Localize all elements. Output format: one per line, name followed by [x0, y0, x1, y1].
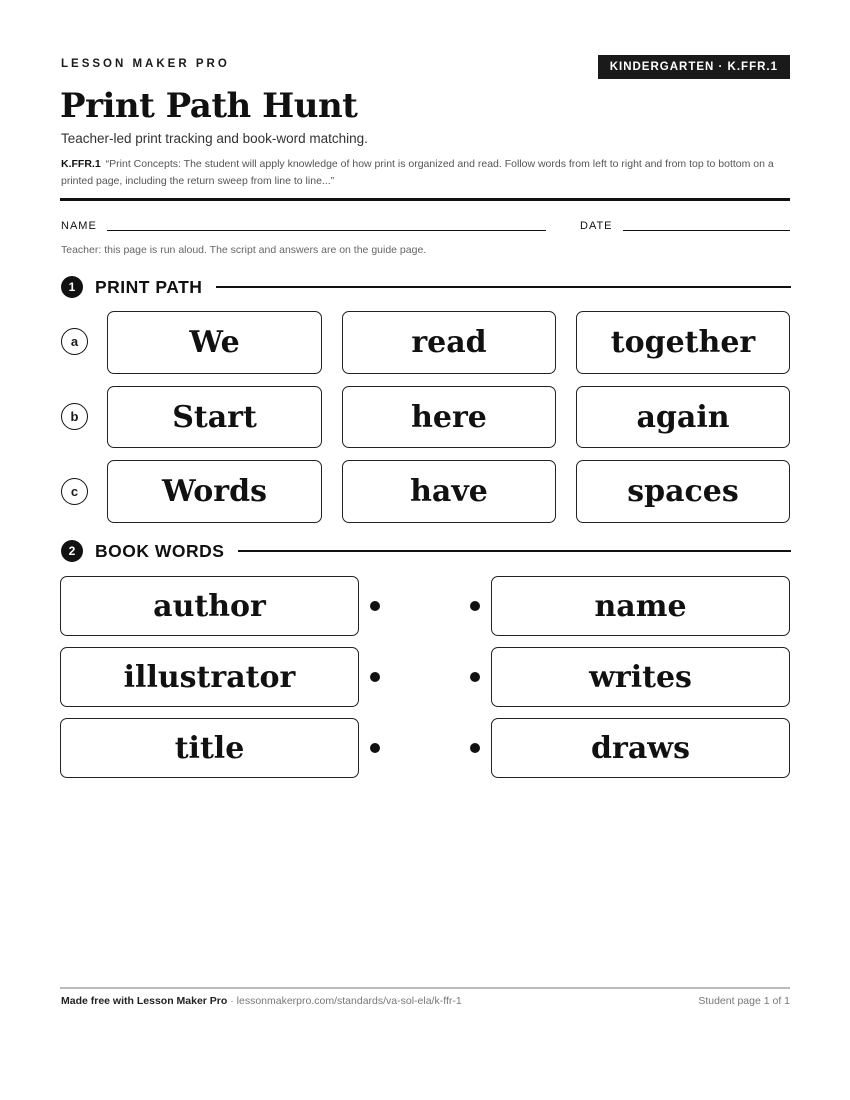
section-number: 1 — [61, 276, 83, 298]
match-left-box[interactable]: author — [60, 576, 359, 636]
match-left-dot[interactable] — [370, 743, 380, 753]
section-print-path-header — [61, 276, 791, 298]
footer-made: Made free with Lesson Maker Pro — [61, 995, 228, 1007]
footer-credit — [61, 995, 462, 1007]
standard-code: K.FFR.1 — [61, 158, 101, 170]
word-box[interactable]: Start — [107, 386, 322, 448]
page-title: Print Path Hunt — [60, 86, 358, 126]
date-label: DATE — [580, 220, 613, 232]
standard-description — [61, 156, 791, 190]
word-box[interactable]: have — [342, 460, 556, 523]
match-right-dot[interactable] — [470, 743, 480, 753]
section-title: PRINT PATH — [95, 276, 203, 297]
word-box[interactable]: Words — [107, 460, 322, 523]
brand-name: LESSON MAKER PRO — [61, 58, 230, 70]
section-divider — [216, 286, 791, 288]
row-letter-c: c — [61, 478, 88, 505]
word-box[interactable]: read — [342, 311, 556, 374]
section-title: BOOK WORDS — [95, 540, 225, 561]
match-left-dot[interactable] — [370, 672, 380, 682]
word-box[interactable]: spaces — [576, 460, 790, 523]
section-book-words-header — [61, 540, 791, 562]
row-letter-a: a — [61, 328, 88, 355]
footer-divider — [60, 987, 790, 989]
match-right-box[interactable]: name — [491, 576, 790, 636]
name-field[interactable] — [107, 230, 546, 231]
date-field[interactable] — [623, 230, 790, 231]
footer-url[interactable]: · lessonmakerpro.com/standards/va-sol-ela/k-ffr-1 — [227, 995, 462, 1007]
match-right-dot[interactable] — [470, 672, 480, 682]
grade-badge: KINDERGARTEN · K.FFR.1 — [598, 55, 790, 79]
page-subtitle: Teacher-led print tracking and book-word matching. — [61, 131, 368, 146]
name-label: NAME — [61, 220, 97, 232]
row-letter-b: b — [61, 403, 88, 430]
match-left-box[interactable]: illustrator — [60, 647, 359, 707]
match-left-dot[interactable] — [370, 601, 380, 611]
match-right-box[interactable]: writes — [491, 647, 790, 707]
section-divider — [238, 550, 791, 552]
footer-page-number: Student page 1 of 1 — [698, 995, 790, 1007]
match-left-box[interactable]: title — [60, 718, 359, 778]
header-divider — [60, 198, 790, 201]
standard-text: “Print Concepts: The student will apply knowledge of how print is organized and read. Follow words from left to right and from top to bottom on a printed page, including the return sweep from line to line...” — [61, 158, 774, 187]
match-right-dot[interactable] — [470, 601, 480, 611]
word-box[interactable]: again — [576, 386, 790, 448]
match-right-box[interactable]: draws — [491, 718, 790, 778]
section-number: 2 — [61, 540, 83, 562]
teacher-note: Teacher: this page is run aloud. The script and answers are on the guide page. — [61, 244, 427, 256]
word-box[interactable]: here — [342, 386, 556, 448]
word-box[interactable]: together — [576, 311, 790, 374]
word-box[interactable]: We — [107, 311, 322, 374]
